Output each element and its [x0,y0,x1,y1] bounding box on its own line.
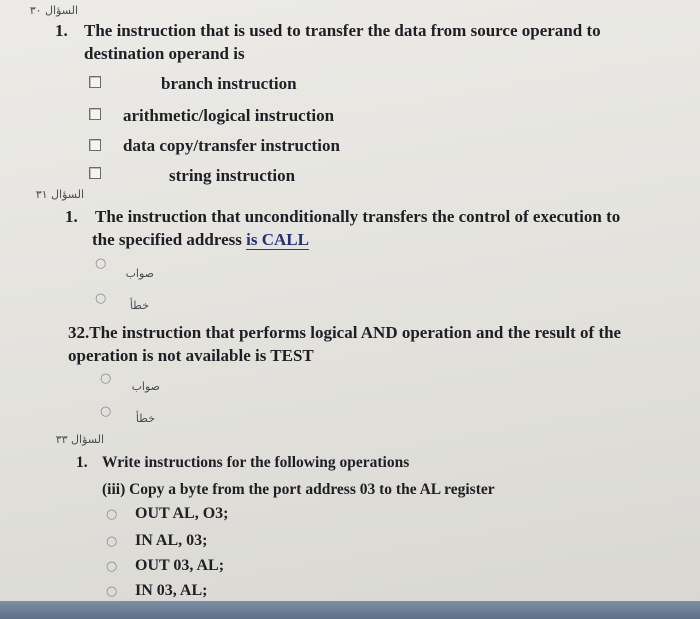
question-header: السؤال ٣٣ [55,433,104,446]
radio-button[interactable]: ○ [106,584,118,599]
option-label: branch instruction [161,74,297,93]
question-header: السؤال ٣١ [35,188,84,201]
question-number: 1. [55,21,68,40]
option-label: OUT 03, AL; [135,557,225,574]
question-text: 32.The instruction that performs logical AND operation and the result of the [68,323,622,342]
option-checkbox[interactable] [89,108,101,120]
question-number: 1. [76,454,88,471]
question-number: 1. [65,207,78,226]
option-checkbox[interactable] [89,167,101,179]
option-label: صواب [125,267,154,280]
radio-button[interactable]: ○ [106,507,118,522]
radio-button[interactable]: ○ [100,404,112,419]
radio-button[interactable]: ○ [95,256,107,271]
option-label: صواب [131,380,160,393]
question-text: operation is not available is TEST [68,346,314,365]
answer-highlight: is CALL [246,230,309,249]
question-text: Write instructions for the following operations [102,454,410,471]
question-text-prefix: the specified address [92,230,242,249]
question-text [92,229,309,251]
question-text: destination operand is [84,44,245,63]
option-label: data copy/transfer instruction [123,136,340,155]
option-label: string instruction [169,166,296,185]
radio-button[interactable]: ○ [100,371,112,386]
question-text: The instruction that is used to transfer the data from source operand to [84,21,601,40]
option-label: خطأ [135,412,155,425]
option-checkbox[interactable] [89,139,101,151]
taskbar-strip [0,601,700,619]
radio-button[interactable]: ○ [106,534,118,549]
question-header: السؤال ٣٠ [29,4,78,17]
question-subtext: (iii) Copy a byte from the port address 03 to the AL register [102,481,495,498]
radio-button[interactable]: ○ [106,559,118,574]
option-label: arithmetic/logical instruction [123,106,335,125]
radio-button[interactable]: ○ [95,291,107,306]
option-label: IN AL, 03; [135,532,208,549]
question-text: The instruction that unconditionally transfers the control of execution to [95,207,621,226]
option-label: خطأ [129,299,149,312]
option-checkbox[interactable] [89,76,101,88]
option-label: OUT AL, O3; [135,505,229,522]
option-label: IN 03, AL; [135,582,208,599]
